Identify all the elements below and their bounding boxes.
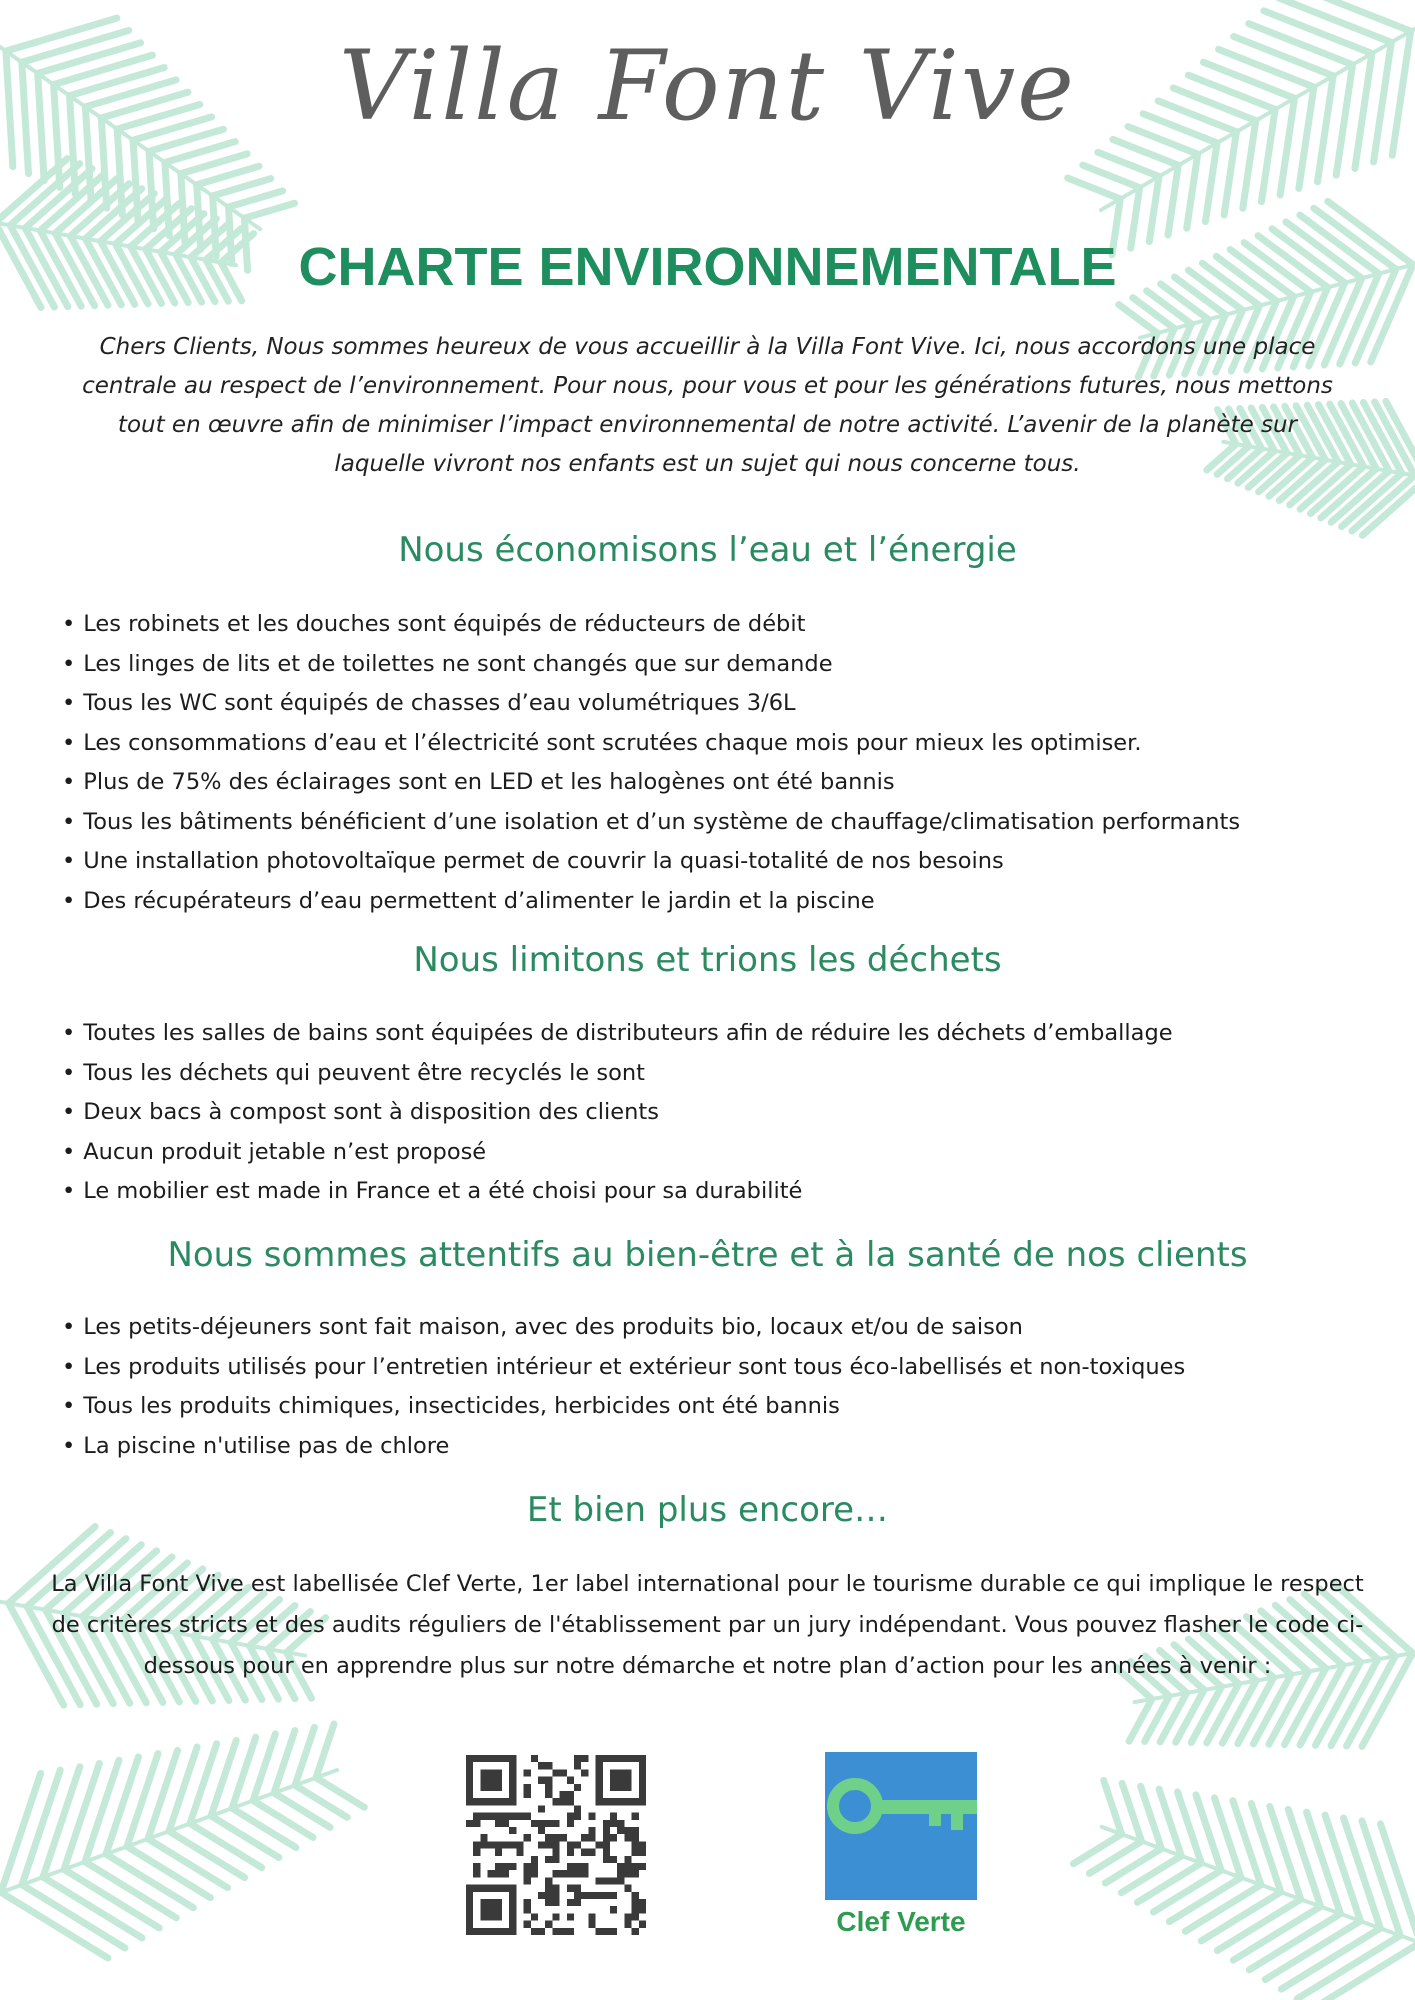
list-item: • Le mobilier est made in France et a été choisi pour sa durabilité [62, 1172, 1392, 1212]
energy-list [62, 605, 1392, 921]
clef-verte-label: Clef Verte [836, 1906, 966, 1937]
list-item: • La piscine n'utilise pas de chlore [62, 1427, 1392, 1467]
list-item: • Tous les WC sont équipés de chasses d’eau volumétriques 3/6L [62, 684, 1392, 724]
list-item: • Deux bacs à compost sont à disposition des clients [62, 1093, 1392, 1133]
list-item: • Les robinets et les douches sont équipés de réducteurs de débit [62, 605, 1392, 645]
section-heading-more: Et bien plus encore… [526, 1490, 889, 1530]
outro-paragraph: La Villa Font Vive est labellisée Clef Verte, 1er label international pour le tourisme durable ce qui implique le respect de critères stricts et des audits réguliers de l'établissement par un jury indépendant. Vous pouvez flasher le code ci-dessous pour en apprendre plus sur notre démarche et notre plan d’action pour les années à venir : [51, 1571, 1364, 1679]
clef-verte-logo [825, 1752, 977, 1900]
wellbeing-list [62, 1308, 1392, 1466]
section-heading-waste: Nous limitons et trions les déchets [413, 940, 1002, 980]
list-item: • Tous les déchets qui peuvent être recyclés le sont [62, 1054, 1392, 1094]
key-icon [825, 1752, 977, 1900]
list-item: • Une installation photovoltaïque permet de couvrir la quasi-totalité de nos besoins [62, 842, 1392, 882]
list-item: • Des récupérateurs d’eau permettent d’alimenter le jardin et la piscine [62, 882, 1392, 922]
waste-list [62, 1014, 1392, 1212]
qr-code-icon[interactable] [466, 1755, 646, 1935]
page-title: CHARTE ENVIRONNEMENTALE [298, 237, 1117, 297]
clef-verte-badge [825, 1752, 977, 1938]
list-item: • Les produits utilisés pour l’entretien intérieur et extérieur sont tous éco-labellisés et non-toxiques [62, 1348, 1392, 1388]
list-item: • Les petits-déjeuners sont fait maison, avec des produits bio, locaux et/ou de saison [62, 1308, 1392, 1348]
list-item: • Les linges de lits et de toilettes ne sont changés que sur demande [62, 645, 1392, 685]
villa-logo: Villa Font Vive [339, 30, 1076, 142]
list-item: • Tous les bâtiments bénéficient d’une isolation et d’un système de chauffage/climatisation performants [62, 803, 1392, 843]
list-item: • Les consommations d’eau et l’électricité sont scrutées chaque mois pour mieux les optimiser. [62, 724, 1392, 764]
section-heading-energy: Nous économisons l’eau et l’énergie [398, 530, 1017, 570]
list-item: • Aucun produit jetable n’est proposé [62, 1133, 1392, 1173]
list-item: • Plus de 75% des éclairages sont en LED et les halogènes ont été bannis [62, 763, 1392, 803]
intro-paragraph: Chers Clients, Nous sommes heureux de vous accueillir à la Villa Font Vive. Ici, nous accordons une place centrale au respect de l’environnement. Pour nous, pour vous et pour les générations futures, nous mettons tout en œuvre afin de minimiser l’impact environnemental de notre activité. L’avenir de la planète sur laquelle vivront nos enfants est un sujet qui nous concerne tous. [82, 334, 1333, 477]
list-item: • Toutes les salles de bains sont équipées de distributeurs afin de réduire les déchets d’emballage [62, 1014, 1392, 1054]
list-item: • Tous les produits chimiques, insecticides, herbicides ont été bannis [62, 1387, 1392, 1427]
section-heading-wellbeing: Nous sommes attentifs au bien-être et à la santé de nos clients [167, 1235, 1248, 1275]
